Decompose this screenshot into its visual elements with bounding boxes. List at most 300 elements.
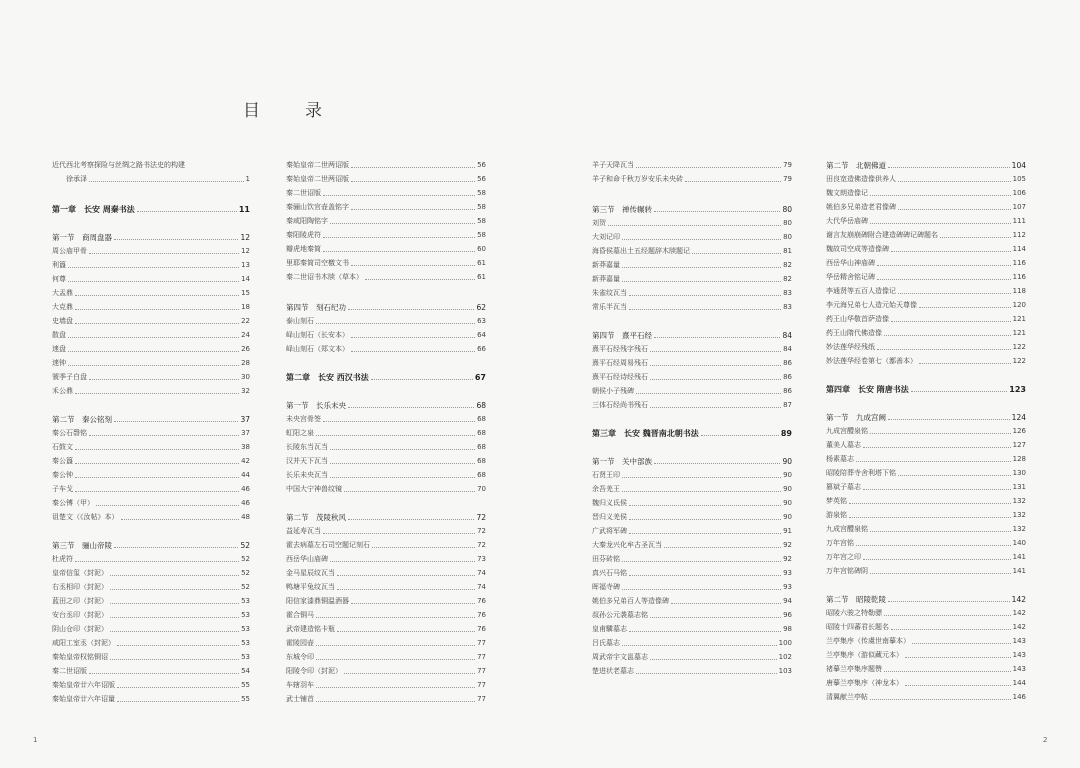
dot-leader: [622, 267, 781, 268]
toc-entry-title: 叔孙公元袭墓志铭: [592, 611, 648, 619]
dot-leader: [117, 687, 239, 688]
toc-entry: [592, 636, 792, 648]
toc-entry: [826, 270, 1026, 282]
toc-entry-title: 子车戈: [52, 485, 73, 493]
toc-entry-title: 田良宽造佛造像供养人: [826, 175, 896, 183]
dot-leader: [654, 463, 780, 464]
dot-leader: [75, 309, 239, 310]
dot-leader: [316, 701, 475, 702]
toc-entry: [592, 172, 792, 184]
toc-entry-title: 杨素墓志: [826, 455, 854, 463]
toc-entry: [286, 270, 486, 282]
toc-entry: [286, 186, 486, 198]
dot-leader: [337, 631, 475, 632]
toc-entry-page: 123: [1009, 385, 1026, 394]
dot-leader: [330, 223, 475, 224]
toc-entry-title: 田芬砖铭: [592, 555, 620, 563]
dot-leader: [650, 365, 781, 366]
toc-entry: [52, 356, 250, 368]
toc-entry-page: 89: [780, 429, 792, 438]
toc-section: [826, 592, 1026, 604]
toc-entry-page: 52: [241, 555, 250, 563]
dot-leader: [344, 673, 475, 674]
toc-entry-title: 真兴石马铭: [592, 569, 627, 577]
toc-chapter: [52, 202, 250, 214]
toc-entry-title: 何尊: [52, 275, 66, 283]
toc-entry: [826, 494, 1026, 506]
dot-leader: [629, 295, 781, 296]
toc-section: [286, 398, 486, 410]
toc-entry: [52, 510, 250, 522]
toc-entry-page: 53: [241, 653, 250, 661]
dot-leader: [89, 673, 239, 674]
toc-entry-title: 长乐未央瓦当: [286, 471, 328, 479]
toc-entry-page: 12: [240, 233, 250, 242]
toc-entry-page: 86: [783, 359, 792, 367]
toc-entry-title: 朱雀纹瓦当: [592, 289, 627, 297]
toc-entry-page: 72: [477, 527, 486, 535]
toc-entry-page: 26: [241, 345, 250, 353]
dot-leader: [89, 181, 244, 182]
toc-entry: [286, 454, 486, 466]
dot-leader: [351, 181, 475, 182]
toc-entry: [286, 200, 486, 212]
toc-entry: [592, 342, 792, 354]
dot-leader: [701, 435, 779, 436]
toc-entry-title: 秦始皇帝廿六年诏量: [52, 695, 115, 703]
toc-entry-page: 142: [1012, 623, 1026, 631]
dot-leader: [75, 449, 239, 450]
dot-leader: [863, 447, 1011, 448]
toc-entry-page: 73: [477, 555, 486, 563]
toc-entry: [52, 566, 250, 578]
toc-entry-title: 蓝田之印（封泥）: [52, 597, 108, 605]
toc-entry-title: 霍陵园壶: [286, 639, 314, 647]
dot-leader: [330, 449, 475, 450]
toc-entry-page: 77: [477, 653, 486, 661]
toc-entry-title: 三体石经尚书残石: [592, 401, 648, 409]
toc-entry-page: 132: [1012, 497, 1026, 505]
toc-entry: [826, 508, 1026, 520]
toc-entry-title: 昭陵六骏之特勒骠: [826, 609, 882, 617]
toc-entry-title: 大秦龙兴化牟古圣瓦当: [592, 541, 662, 549]
dot-leader: [650, 617, 781, 618]
toc-entry-page: 130: [1012, 469, 1026, 477]
toc-entry-title: 清翼献兰亭帖: [826, 693, 868, 701]
toc-entry: [286, 692, 486, 704]
toc-section: [52, 412, 250, 424]
toc-entry-page: 94: [783, 597, 792, 605]
toc-chapter: [826, 382, 1026, 394]
dot-leader: [636, 673, 777, 674]
toc-entry: [52, 158, 250, 170]
toc-entry: [52, 454, 250, 466]
toc-entry-title: 虹阳之泉: [286, 429, 314, 437]
toc-entry-title: 鸭塘平兔纹瓦当: [286, 583, 335, 591]
toc-entry: [52, 636, 250, 648]
dot-leader: [671, 603, 781, 604]
toc-entry-page: 100: [778, 639, 792, 647]
toc-entry-title: 秦公镈（甲）: [52, 499, 94, 507]
toc-entry-title: 余吾羌王: [592, 485, 620, 493]
toc-entry-page: 79: [783, 175, 792, 183]
dot-leader: [884, 671, 1011, 672]
toc-entry-title: 大盂鼎: [52, 289, 73, 297]
toc-entry: [52, 692, 250, 704]
toc-entry-page: 38: [241, 443, 250, 451]
dot-leader: [316, 659, 475, 660]
dot-leader: [75, 477, 239, 478]
toc-section: [52, 538, 250, 550]
dot-leader: [316, 323, 475, 324]
toc-entry-title: 西岳华山庙碑: [286, 555, 328, 563]
dot-leader: [664, 547, 781, 548]
dot-leader: [654, 211, 780, 212]
toc-entry-title: 里耶秦简司空檄文书: [286, 259, 349, 267]
toc-entry-title: 第二节 茂陵秋风: [286, 513, 346, 522]
toc-entry-title: 咸阳工室丞（封泥）: [52, 639, 115, 647]
toc-entry-page: 56: [477, 175, 486, 183]
dot-leader: [870, 195, 1011, 196]
dot-leader: [863, 559, 1011, 560]
toc-entry-page: 83: [783, 303, 792, 311]
toc-entry-page: 92: [783, 555, 792, 563]
toc-entry: [286, 158, 486, 170]
toc-entry-page: 143: [1012, 665, 1026, 673]
dot-leader: [870, 531, 1011, 532]
toc-entry-title: 第一节 关中部族: [592, 457, 652, 466]
toc-entry: [826, 312, 1026, 324]
toc-entry-page: 143: [1012, 637, 1026, 645]
toc-entry-title: 兰亭集序（传虞世南摹本）: [826, 637, 910, 645]
toc-entry: [286, 256, 486, 268]
toc-section: [592, 202, 792, 214]
toc-entry-title: 妙法莲华经残纸: [826, 343, 875, 351]
toc-entry-page: 80: [783, 219, 792, 227]
toc-entry-page: 80: [783, 233, 792, 241]
dot-leader: [685, 181, 781, 182]
dot-leader: [884, 615, 1011, 616]
toc-entry-title: 秦骊山饮官壶盖铭字: [286, 203, 349, 211]
toc-entry-page: 124: [1011, 413, 1026, 422]
toc-entry-page: 132: [1012, 525, 1026, 533]
toc-entry-page: 58: [477, 203, 486, 211]
toc-entry-page: 58: [477, 231, 486, 239]
dot-leader: [68, 365, 239, 366]
toc-entry-title: 华岳精舍铭记碑: [826, 273, 875, 281]
dot-leader: [323, 195, 475, 196]
dot-leader: [608, 225, 781, 226]
toc-entry-page: 141: [1012, 553, 1026, 561]
toc-entry-title: 药王山隋代佛造像: [826, 329, 882, 337]
toc-entry-page: 67: [474, 373, 486, 382]
toc-entry: [826, 438, 1026, 450]
toc-entry: [592, 300, 792, 312]
toc-entry-title: 皇甫驎墓志: [592, 625, 627, 633]
dot-leader: [905, 685, 1011, 686]
dot-leader: [110, 659, 239, 660]
toc-entry: [826, 564, 1026, 576]
toc-entry: [52, 664, 250, 676]
dot-leader: [629, 631, 781, 632]
toc-entry: [286, 650, 486, 662]
toc-entry-title: 泰山刻石: [286, 317, 314, 325]
toc-entry: [826, 200, 1026, 212]
toc-entry-title: 梦英铭: [826, 497, 847, 505]
toc-entry: [826, 340, 1026, 352]
toc-entry: [286, 440, 486, 452]
toc-entry-title: 第三节 禅传辗转: [592, 205, 652, 214]
dot-leader: [316, 617, 475, 618]
toc-entry: [52, 342, 250, 354]
toc-entry-title: 晋归义羌侯: [592, 513, 627, 521]
toc-entry-title: 第二节 北朝佛道: [826, 161, 886, 170]
toc-entry-title: 秦二世诏版: [52, 667, 87, 675]
toc-entry-page: 68: [477, 457, 486, 465]
dot-leader: [110, 575, 239, 576]
toc-section: [52, 230, 250, 242]
toc-entry-page: 114: [1012, 245, 1026, 253]
dot-leader: [323, 533, 475, 534]
toc-entry-page: 13: [241, 261, 250, 269]
toc-entry: [52, 468, 250, 480]
toc-entry: [826, 228, 1026, 240]
toc-entry-title: 朝侯小子残碑: [592, 387, 634, 395]
toc-entry-page: 76: [477, 611, 486, 619]
dot-leader: [650, 659, 777, 660]
toc-entry-page: 74: [477, 569, 486, 577]
toc-entry-title: 未央宫骨签: [286, 415, 321, 423]
dot-leader: [365, 279, 475, 280]
toc-entry-title: 周公庙甲骨: [52, 247, 87, 255]
toc-entry: [286, 664, 486, 676]
toc-entry-title: 石鼓文: [52, 443, 73, 451]
toc-entry-title: 瓣虎地秦简: [286, 245, 321, 253]
toc-entry-page: 146: [1012, 693, 1026, 701]
dot-leader: [337, 575, 475, 576]
toc-entry-title: 益延寿瓦当: [286, 527, 321, 535]
toc-entry: [286, 678, 486, 690]
toc-entry: [286, 622, 486, 634]
toc-entry: [286, 468, 486, 480]
toc-entry-title: 右丞相印（封泥）: [52, 583, 108, 591]
dot-leader: [110, 603, 239, 604]
toc-entry: [286, 538, 486, 550]
toc-entry-page: 116: [1012, 259, 1026, 267]
dot-leader: [692, 253, 781, 254]
dot-leader: [114, 239, 238, 240]
dot-leader: [650, 351, 781, 352]
toc-entry-page: 131: [1012, 483, 1026, 491]
dot-leader: [911, 391, 1008, 392]
toc-entry: [826, 172, 1026, 184]
dot-leader: [330, 463, 475, 464]
dot-leader: [898, 293, 1011, 294]
toc-entry-page: 90: [783, 485, 792, 493]
toc-entry: [592, 608, 792, 620]
toc-entry: [826, 354, 1026, 366]
toc-entry-page: 58: [477, 217, 486, 225]
toc-entry-page: 14: [241, 275, 250, 283]
dot-leader: [316, 435, 475, 436]
toc-entry-page: 1: [245, 175, 250, 183]
toc-entry-page: 92: [783, 541, 792, 549]
toc-entry-page: 64: [477, 331, 486, 339]
dot-leader: [877, 279, 1011, 280]
page-number-right: 2: [1043, 736, 1048, 744]
toc-entry-title: 峄山刻石（郑文本）: [286, 345, 349, 353]
toc-entry-page: 37: [240, 415, 250, 424]
toc-entry: [286, 172, 486, 184]
toc-entry-page: 56: [477, 161, 486, 169]
dot-leader: [75, 561, 239, 562]
toc-entry: [52, 496, 250, 508]
toc-entry-page: 62: [476, 303, 486, 312]
dot-leader: [114, 421, 238, 422]
toc-entry-page: 118: [1012, 287, 1026, 295]
dot-leader: [89, 435, 239, 436]
toc-entry: [286, 580, 486, 592]
toc-entry-page: 72: [476, 513, 486, 522]
toc-entry-title: 第三章 长安 魏晋南北朝书法: [592, 429, 699, 438]
toc-entry: [592, 510, 792, 522]
dot-leader: [891, 629, 1011, 630]
toc-entry-page: 126: [1012, 427, 1026, 435]
toc-entry-page: 37: [241, 429, 250, 437]
page-number-left: 1: [33, 736, 38, 744]
toc-entry: [52, 608, 250, 620]
toc-entry: [592, 482, 792, 494]
toc-entry-title: 唐摹兰亭集序（神龙本）: [826, 679, 903, 687]
dot-leader: [898, 475, 1011, 476]
toc-entry-title: 安台丞印（封泥）: [52, 611, 108, 619]
toc-entry-title: 褚摹兰亭集序题赞: [826, 665, 882, 673]
dot-leader: [110, 589, 239, 590]
toc-entry-page: 143: [1012, 651, 1026, 659]
toc-entry-title: 常乐半瓦当: [592, 303, 627, 311]
toc-entry-page: 116: [1012, 273, 1026, 281]
toc-entry: [286, 608, 486, 620]
toc-entry-page: 122: [1012, 357, 1026, 365]
toc-entry-page: 93: [783, 583, 792, 591]
dot-leader: [654, 337, 780, 338]
toc-entry-title: 杜虎符: [52, 555, 73, 563]
toc-section: [826, 158, 1026, 170]
toc-entry-page: 61: [477, 273, 486, 281]
toc-entry: [52, 580, 250, 592]
toc-entry-page: 24: [241, 331, 250, 339]
toc-entry-page: 32: [241, 387, 250, 395]
toc-entry-title: 魏归义氐侯: [592, 499, 627, 507]
toc-entry-title: 西岳华山神庙碑: [826, 259, 875, 267]
toc-entry-title: 秦始皇帝二世两诏版: [286, 175, 349, 183]
toc-entry: [286, 524, 486, 536]
toc-entry-title: 史墙盘: [52, 317, 73, 325]
toc-entry: [286, 566, 486, 578]
toc-entry-title: 第二章 长安 西汉书法: [286, 373, 369, 382]
toc-entry-page: 46: [241, 485, 250, 493]
toc-entry-title: 姚伯多兄弟造老君像碑: [826, 203, 896, 211]
toc-entry-title: 李通贤等五百人造像记: [826, 287, 896, 295]
toc-entry-title: 姚伯多兄弟百人等造像碑: [592, 597, 669, 605]
toc-entry: [286, 412, 486, 424]
toc-entry-title: 石贤王印: [592, 471, 620, 479]
toc-entry: [826, 634, 1026, 646]
toc-entry-title: 利簋: [52, 261, 66, 269]
toc-entry: [52, 552, 250, 564]
toc-entry-page: 72: [477, 541, 486, 549]
toc-entry-title: 秦始皇帝二世两诏版: [286, 161, 349, 169]
toc-entry: [826, 620, 1026, 632]
toc-entry-page: 15: [241, 289, 250, 297]
dot-leader: [898, 181, 1011, 182]
toc-entry-title: 第四节 熹平石经: [592, 331, 652, 340]
toc-entry: [52, 172, 250, 184]
toc-entry-page: 11: [238, 205, 250, 214]
dot-leader: [870, 223, 1011, 224]
toc-entry: [826, 298, 1026, 310]
dot-leader: [351, 337, 475, 338]
toc-entry: [592, 538, 792, 550]
toc-entry-page: 120: [1012, 301, 1026, 309]
toc-entry-title: 第四章 长安 隋唐书法: [826, 385, 909, 394]
toc-entry-page: 79: [783, 161, 792, 169]
toc-entry-page: 144: [1012, 679, 1026, 687]
toc-entry: [286, 342, 486, 354]
dot-leader: [888, 167, 1010, 168]
toc-entry-page: 53: [241, 611, 250, 619]
toc-entry-title: 谢言友崩崩碑附合建造碑碑记碑题名: [826, 231, 938, 239]
dot-leader: [650, 379, 781, 380]
toc-entry-title: 霍去病墓左石司空题记刻石: [286, 541, 370, 549]
toc-entry-page: 82: [783, 261, 792, 269]
toc-entry-title: 第三节 骊山帝陵: [52, 541, 112, 550]
toc-entry: [52, 440, 250, 452]
dot-leader: [330, 561, 475, 562]
toc-entry-title: 禾公鼎: [52, 387, 73, 395]
toc-entry-page: 60: [477, 245, 486, 253]
toc-entry-title: 游泉铭: [826, 511, 847, 519]
toc-entry-title: 广武将军碑: [592, 527, 627, 535]
toc-entry-page: 44: [241, 471, 250, 479]
toc-entry-title: 长陵东当瓦当: [286, 443, 328, 451]
toc-entry-page: 68: [477, 415, 486, 423]
toc-entry-title: 第一节 商周盘器: [52, 233, 112, 242]
toc-entry: [286, 552, 486, 564]
toc-entry-title: 逨钟: [52, 359, 66, 367]
toc-entry-title: 皇帝信玺（封泥）: [52, 569, 108, 577]
toc-entry-page: 61: [477, 259, 486, 267]
toc-entry-title: 近代西北考察探险与丝绸之路书法史的构建: [52, 161, 185, 169]
toc-entry: [52, 594, 250, 606]
dot-leader: [629, 519, 781, 520]
toc-chapter: [286, 370, 486, 382]
toc-entry: [52, 328, 250, 340]
dot-leader: [348, 309, 474, 310]
toc-entry-title: 熹平石经诗经残石: [592, 373, 648, 381]
toc-entry: [592, 384, 792, 396]
toc-entry-title: 阳信家漆鼎铜温酒器: [286, 597, 349, 605]
toc-entry: [52, 384, 250, 396]
toc-entry-title: 熹平石经周易残石: [592, 359, 648, 367]
toc-entry-page: 55: [241, 695, 250, 703]
dot-leader: [351, 265, 475, 266]
toc-entry-title: 秦始皇帝廿六年诏版: [52, 681, 115, 689]
toc-section: [286, 300, 486, 312]
toc-entry-title: 武士铺首: [286, 695, 314, 703]
dot-leader: [75, 463, 239, 464]
toc-entry: [826, 606, 1026, 618]
